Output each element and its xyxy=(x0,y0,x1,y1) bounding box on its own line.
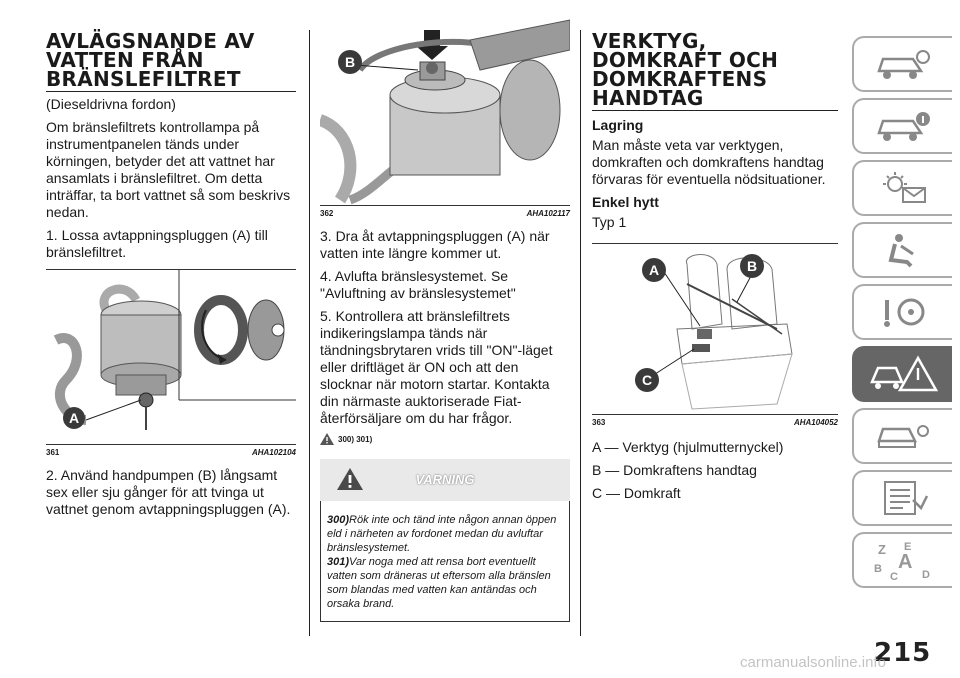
figure-number: 361 xyxy=(46,448,60,457)
right-column xyxy=(592,29,838,508)
car-info-i-icon xyxy=(873,109,933,143)
warning-text-300: Rök inte och tänd inte någon annan öppen eld i närheten av fordonet medan du avluftar bränslesystemet. xyxy=(327,514,557,554)
figure-id: AHA104052 xyxy=(793,418,838,427)
page-number: 215 xyxy=(874,638,932,668)
callout-a: A xyxy=(68,410,80,426)
section-subtitle: (Dieseldrivna fordon) xyxy=(46,96,176,112)
fuel-filter-drain-illustration xyxy=(46,270,296,444)
svg-text:D: D xyxy=(922,569,930,581)
checklist-icon xyxy=(873,478,933,518)
warning-body xyxy=(320,501,570,622)
tab-index[interactable] xyxy=(852,532,952,588)
cab-type: Typ 1 xyxy=(592,214,627,230)
warning-triangle-icon xyxy=(320,433,334,445)
section-title-water-removal: AVLÄGSNANDE AV VATTEN FRÅN BRÄNSLEFILTRET xyxy=(46,32,296,92)
figure-id: AHA102104 xyxy=(251,448,296,457)
warning-references xyxy=(320,433,570,445)
tab-emergency[interactable] xyxy=(852,346,952,402)
tab-specifications[interactable] xyxy=(852,470,952,526)
svg-text:Z: Z xyxy=(878,542,886,557)
warning-number-301: 301) xyxy=(327,556,350,568)
step-2: 2. Använd handpumpen (B) långsamt sex eller sju gånger för att tvinga ut vattnet genom avtappningspluggen (A). xyxy=(46,467,291,517)
tab-warning-lights[interactable] xyxy=(852,160,952,216)
callout-b: B xyxy=(344,54,356,70)
step-5: 5. Kontrollera att bränslefiltrets indikeringslampa tänds när tändningsbrytaren vrids till "ON"-läget eller driftläget är ON och att den slocknar när motorn startar. Kontakta din närmaste auktoriserade Fiat-återförsäljare om du har frågor. xyxy=(320,308,553,426)
section-title-tools: VERKTYG, DOMKRAFT OCH DOMKRAFTENS HANDTAG xyxy=(592,32,838,111)
tab-steering[interactable] xyxy=(852,284,952,340)
hand-pump-illustration xyxy=(320,0,570,205)
figure-361-caption xyxy=(46,445,296,461)
tab-car-info[interactable] xyxy=(852,36,952,92)
left-column xyxy=(46,29,296,524)
figure-362 xyxy=(320,0,570,206)
seat-tool-location-illustration xyxy=(592,244,838,414)
figure-361 xyxy=(46,269,296,445)
figure-362-caption xyxy=(320,206,570,222)
tab-car-info-i[interactable] xyxy=(852,98,952,154)
reference-numbers: 300) 301) xyxy=(338,434,373,444)
index-letters-icon xyxy=(868,538,938,582)
legend-item: A — Verktyg (hjulmutternyckel) xyxy=(592,439,784,455)
warning-text-301: Var noga med att rensa bort eventuellt vatten som dräneras ut eftersom alla bränslen som blandas med vatten kan antändas och orsaka brand. xyxy=(327,556,551,610)
svg-text:C: C xyxy=(890,571,898,582)
column-divider-1 xyxy=(309,30,310,636)
middle-column xyxy=(320,0,570,622)
intro-paragraph: Om bränslefiltrets kontrollampa på instrumentpanelen tänds under körningen, betyder det att vattnet har ansamlats i bränslefiltret. Om detta inträffar, ta bort vattnet så som beskrivs nedan. xyxy=(46,119,291,220)
svg-text:E: E xyxy=(904,541,912,553)
figure-363 xyxy=(592,243,838,415)
warning-label: VARNING xyxy=(415,472,475,487)
legend-item: C — Domkraft xyxy=(592,485,681,501)
tab-maintenance[interactable] xyxy=(852,408,952,464)
airbag-seat-icon xyxy=(873,232,933,268)
step-3: 3. Dra åt avtappningspluggen (A) när vatten inte längre kommer ut. xyxy=(320,228,550,261)
warning-lights-icon xyxy=(873,170,933,206)
steering-icon xyxy=(873,294,933,330)
tab-airbag-seat[interactable] xyxy=(852,222,952,278)
warning-number-300: 300) xyxy=(327,514,350,526)
watermark: carmanualsonline.info xyxy=(740,654,886,671)
svg-text:A: A xyxy=(898,551,913,573)
callout-a: A xyxy=(648,262,660,278)
step-4: 4. Avlufta bränslesystemet. Se "Avluftning av bränslesystemet" xyxy=(320,268,516,301)
column-divider-2 xyxy=(580,30,581,636)
storage-paragraph: Man måste veta var verktygen, domkraften och domkraftens handtag förvaras för eventuella nödsituationer. xyxy=(592,137,826,187)
car-maintenance-icon xyxy=(873,419,933,453)
chapter-tabs xyxy=(852,36,952,594)
figure-id: AHA102117 xyxy=(526,209,570,218)
heading-single-cab: Enkel hytt xyxy=(592,194,659,210)
callout-c: C xyxy=(641,372,653,388)
legend-item: B — Domkraftens handtag xyxy=(592,462,757,478)
warning-header xyxy=(320,459,570,501)
svg-text:B: B xyxy=(874,563,882,575)
step-1: 1. Lossa avtappningspluggen (A) till bränslefiltret. xyxy=(46,227,268,260)
car-info-icon xyxy=(873,47,933,81)
figure-363-caption xyxy=(592,415,838,431)
callout-b: B xyxy=(746,258,758,274)
figure-number: 362 xyxy=(320,209,334,218)
emergency-car-icon xyxy=(868,354,938,394)
figure-number: 363 xyxy=(592,418,606,427)
heading-storage: Lagring xyxy=(592,117,644,133)
